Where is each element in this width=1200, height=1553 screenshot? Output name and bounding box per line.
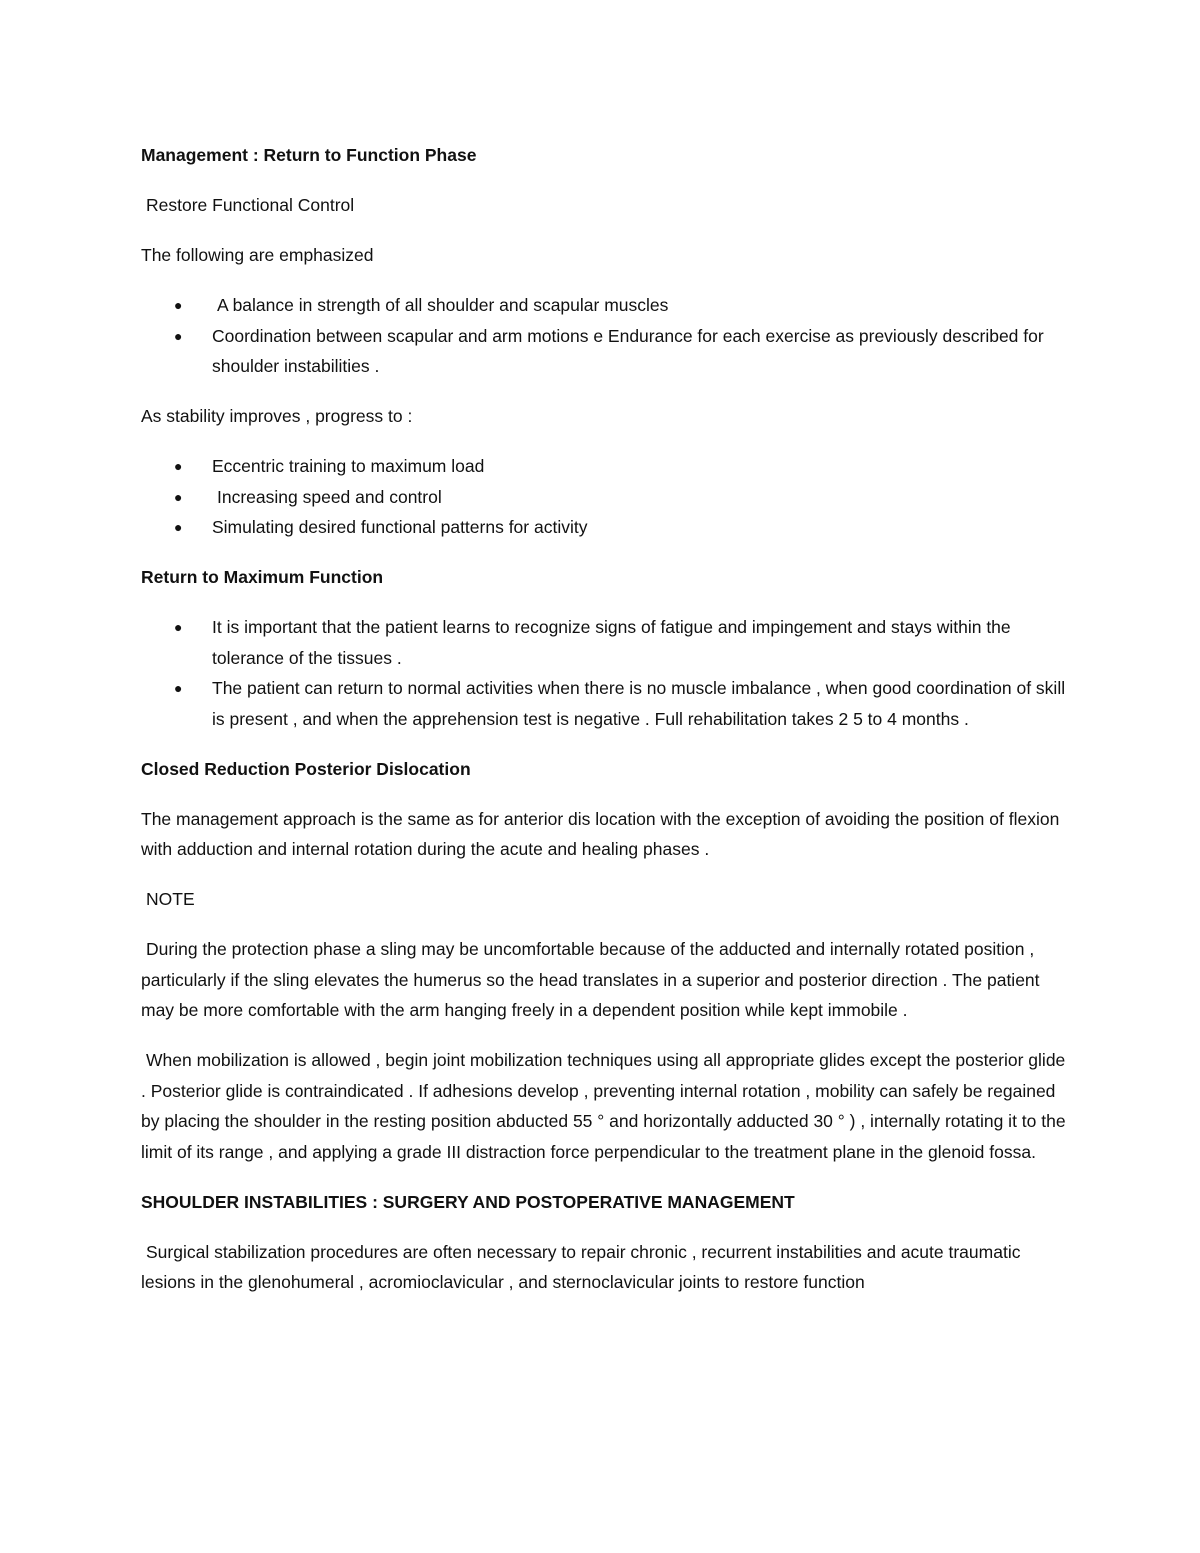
paragraph bbox=[141, 934, 1066, 1026]
list-item bbox=[141, 290, 1066, 321]
paragraph-text: During the protection phase a sling may be uncomfortable because of the adducted and internally rotated position , particularly if the sling elevates the humerus so the head translates in a superior and posterior direction . The patient may be more comfortable with the arm hanging freely in a dependent position while kept immobile . bbox=[141, 939, 1040, 1020]
subheading: Restore Functional Control bbox=[146, 195, 355, 215]
list-item-text: Coordination between scapular and arm motions e Endurance for each exercise as previously described for shoulder instabilities . bbox=[212, 325, 1044, 376]
progress-intro: As stability improves , progress to : bbox=[141, 406, 413, 426]
list-item bbox=[141, 612, 1066, 673]
list-item-text: Increasing speed and control bbox=[217, 486, 442, 507]
list-item-text: It is important that the patient learns to recognize signs of fatigue and impingement and stays within the tolerance of the tissues . bbox=[212, 617, 1011, 668]
bullet-icon: ● bbox=[174, 458, 183, 474]
bullet-icon: ● bbox=[174, 488, 183, 505]
bullet-icon: ● bbox=[174, 297, 183, 313]
list-item-text: Simulating desired functional patterns for activity bbox=[212, 517, 588, 537]
note-label: NOTE bbox=[146, 889, 195, 909]
document-page bbox=[141, 140, 1066, 1317]
bullet-icon: ● bbox=[174, 519, 183, 535]
list-item-text: The patient can return to normal activities when there is no muscle imbalance , when good coordination of skill is present , and when the apprehension test is negative . Full rehabilitation takes 2 5 to 4 months . bbox=[212, 678, 1066, 729]
bullet-icon: ● bbox=[174, 680, 183, 696]
page-title: Management : Return to Function Phase bbox=[141, 145, 477, 165]
list-item-text: A balance in strength of all shoulder and scapular muscles bbox=[217, 295, 669, 315]
list-item bbox=[141, 673, 1066, 734]
section-heading: Closed Reduction Posterior Dislocation bbox=[141, 758, 471, 779]
list-item-text: Eccentric training to maximum load bbox=[212, 456, 485, 476]
intro-text: The following are emphasized bbox=[141, 245, 374, 265]
list-item bbox=[141, 512, 1066, 543]
max-function-list bbox=[141, 612, 1066, 734]
emphasized-list bbox=[141, 290, 1066, 382]
paragraph bbox=[141, 1045, 1066, 1167]
paragraph-text: When mobilization is allowed , begin joint mobilization techniques using all appropriate glides except the posterior glide . Posterior glide is contraindicated . If adhesions develop , preventing internal rotation , mobility can safely be regained by placing the shoulder in the resting position abducted 55 ° and horizontally adducted 30 ° ) , internally rotating it to the limit of its range , and applying a grade III distraction force perpendicular to the treatment plane in the glenoid fossa. bbox=[141, 1050, 1066, 1162]
list-item bbox=[141, 321, 1066, 382]
paragraph: The management approach is the same as for anterior dis location with the exception of avoiding the position of flexion with adduction and internal rotation during the acute and healing phases . bbox=[141, 808, 1060, 859]
paragraph bbox=[141, 1237, 1066, 1298]
list-item bbox=[141, 451, 1066, 482]
bullet-icon: ● bbox=[174, 327, 183, 344]
list-item bbox=[141, 482, 1066, 513]
progress-list bbox=[141, 451, 1066, 543]
paragraph-text: Surgical stabilization procedures are often necessary to repair chronic , recurrent instabilities and acute traumatic lesions in the glenohumeral , acromioclavicular , and sternoclavicular joints to restore function bbox=[141, 1241, 1021, 1292]
bullet-icon: ● bbox=[174, 619, 183, 635]
section-heading: Return to Maximum Function bbox=[141, 567, 384, 587]
section-heading: SHOULDER INSTABILITIES : SURGERY AND POSTOPERATIVE MANAGEMENT bbox=[141, 1191, 795, 1212]
